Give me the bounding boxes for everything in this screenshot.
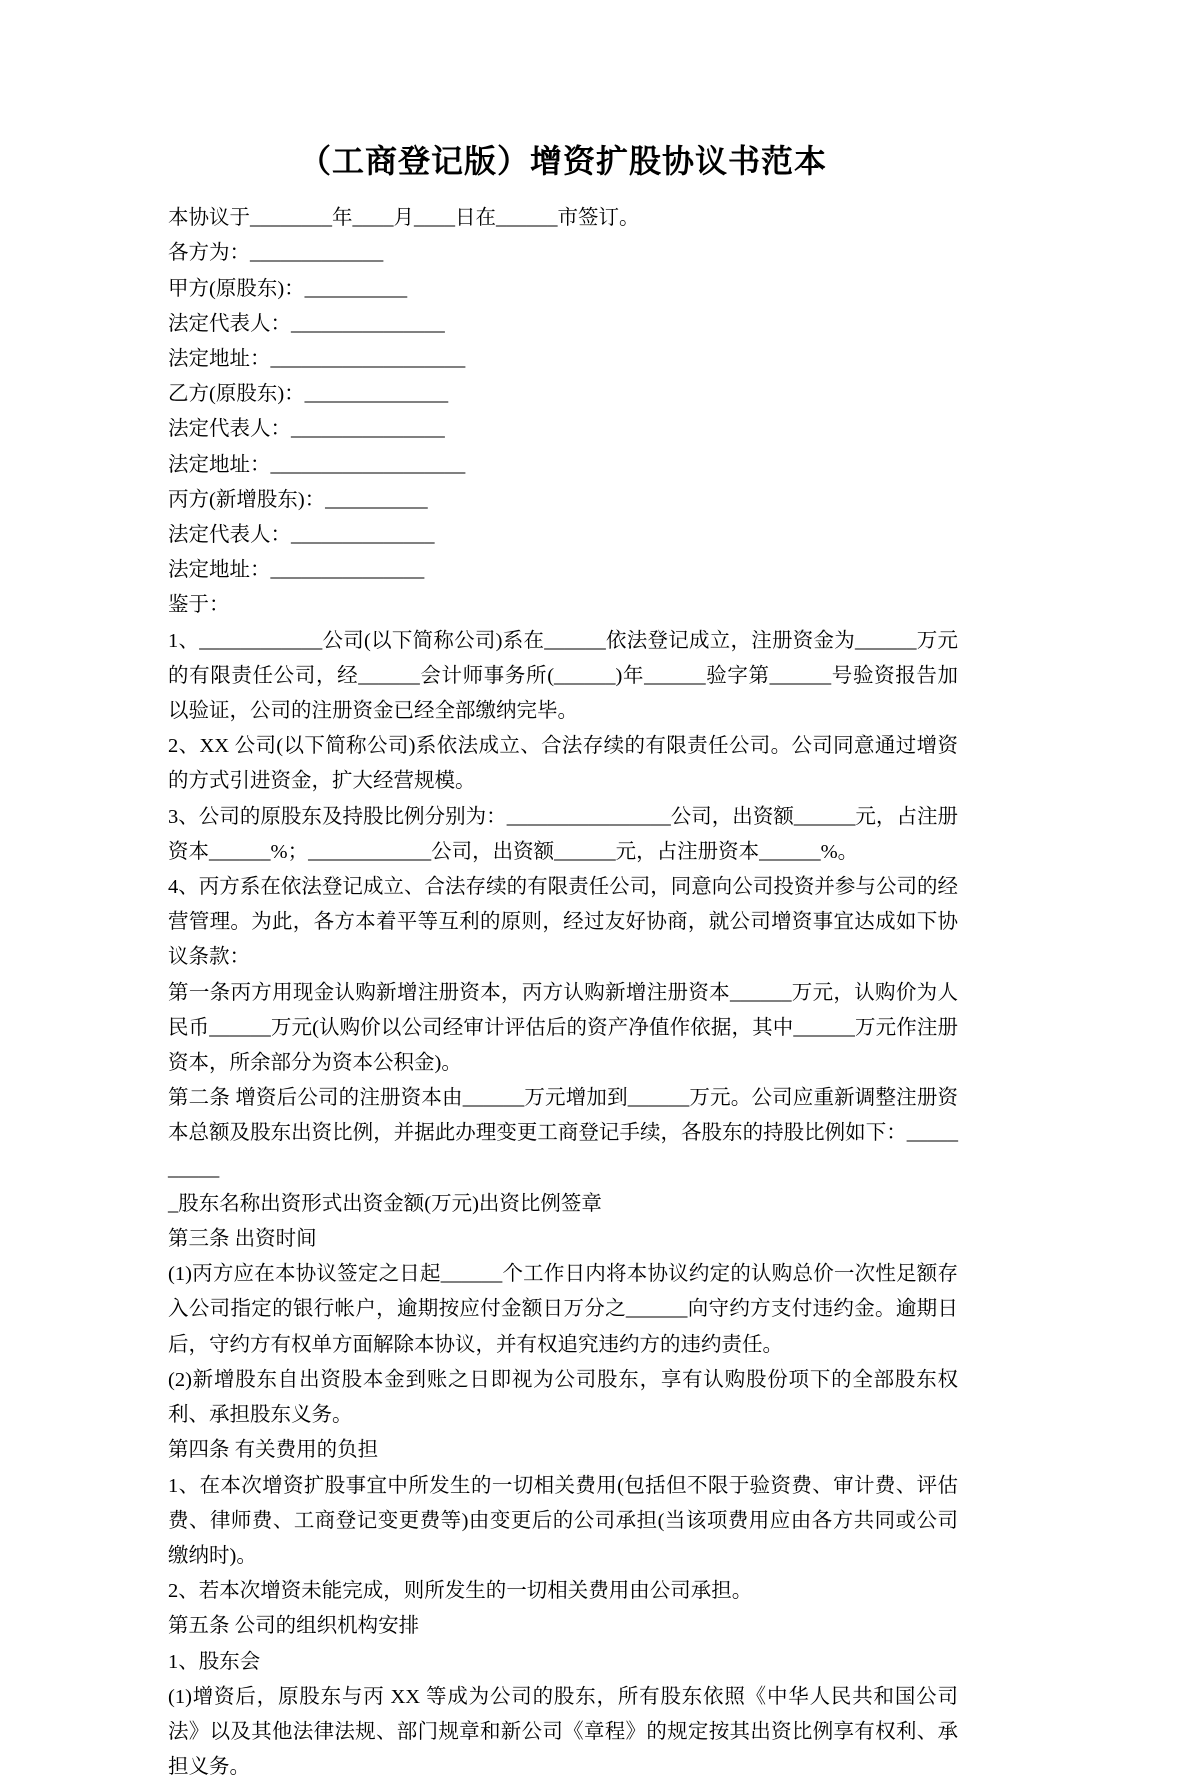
paragraph-shareholder-table-header: _股东名称出资形式出资金额(万元)出资比例签章 <box>168 1192 602 1215</box>
paragraph-article-4-item-2: 2、若本次增资未能完成，则所发生的一切相关费用由公司承担。 <box>168 1580 753 1603</box>
paragraph-whereas-heading: 鉴于： <box>168 594 230 617</box>
paragraph-party-c-address: 法定地址：_______________ <box>168 559 425 582</box>
paragraph-recital-1: 1、____________公司(以下简称公司)系在______依法登记成立，注册资金为______万元的有限责任公司，经______会计师事务所(______)年______验字第______号验资报告加以验证，公司的注册资金已经全部缴纳完毕。 <box>168 629 958 723</box>
paragraph-party-a-legal-rep: 法定代表人：_______________ <box>168 312 445 335</box>
paragraph-article-4-item-1: 1、在本次增资扩股事宜中所发生的一切相关费用(包括但不限于验资费、审计费、评估费、律师费、工商登记变更费等)由变更后的公司承担(当该项费用应由各方共同或公司缴纳时)。 <box>168 1474 958 1567</box>
paragraph-party-b-legal-rep: 法定代表人：_______________ <box>168 418 445 441</box>
paragraph-party-b-address: 法定地址：___________________ <box>168 453 466 476</box>
paragraph-party-b: 乙方(原股东)：______________ <box>168 383 449 406</box>
paragraph-article-1: 第一条丙方用现金认购新增注册资本，丙方认购新增注册资本______万元，认购价为人民币______万元(认购价以公司经审计评估后的资产净值作依据，其中______万元作注册资本，所余部分为资本公积金)。 <box>168 981 958 1075</box>
paragraph-article-3-item-2: (2)新增股东自出资股本金到账之日即视为公司股东，享有认购股份项下的全部股东权利、承担股东义务。 <box>168 1368 958 1427</box>
paragraph-party-a-address: 法定地址：___________________ <box>168 348 466 370</box>
paragraph-recital-3: 3、公司的原股东及持股比例分别为：________________公司，出资额______元，占注册资本______%；____________公司，出资额______元，占注册资本______%。 <box>168 805 958 863</box>
paragraph-party-c-legal-rep: 法定代表人：______________ <box>168 524 435 547</box>
paragraph-article-3-item-1: (1)丙方应在本协议签定之日起______个工作日内将本协议约定的认购总价一次性足额存入公司指定的银行帐户，逾期按应付金额日万分之______向守约方支付违约金。逾期日后，守约方有权单方面解除本协议，并有权追究违约方的违约责任。 <box>168 1263 958 1356</box>
paragraph-article-3-heading: 第三条 出资时间 <box>168 1228 317 1251</box>
page-title: （工商登记版）增资扩股协议书范本 <box>298 143 827 179</box>
paragraph-party-c: 丙方(新增股东)：__________ <box>168 488 428 511</box>
paragraph-signing-date: 本协议于________年____月____日在______市签订。 <box>168 207 640 230</box>
document-body <box>168 140 958 1785</box>
paragraph-article-5-item-1-detail: (1)增资后，原股东与丙 XX 等成为公司的股东，所有股东依照《中华人民共和国公司法》以及其他法律法规、部门规章和新公司《章程》的规定按其出资比例享有权利、承担义务。 <box>168 1685 958 1779</box>
paragraph-article-4-heading: 第四条 有关费用的负担 <box>168 1439 379 1462</box>
paragraph-recital-2: 2、XX 公司(以下简称公司)系依法成立、合法存续的有限责任公司。公司同意通过增资的方式引进资金，扩大经营规模。 <box>168 735 958 793</box>
paragraph-article-5-heading: 第五条 公司的组织机构安排 <box>168 1615 420 1638</box>
paragraph-article-2: 第二条 增资后公司的注册资本由______万元增加到______万元。公司应重新调整注册资本总额及股东出资比例，并据此办理变更工商登记手续，各股东的持股比例如下：__________ <box>168 1087 958 1180</box>
paragraph-recital-4: 4、丙方系在依法登记成立、合法存续的有限责任公司，同意向公司投资并参与公司的经营管理。为此，各方本着平等互利的原则，经过友好协商，就公司增资事宜达成如下协议条款： <box>168 876 958 969</box>
paragraph-parties-intro: 各方为：_____________ <box>168 242 384 265</box>
paragraph-article-5-item-1: 1、股东会 <box>168 1650 261 1673</box>
paragraph-party-a: 甲方(原股东)：__________ <box>168 277 408 300</box>
